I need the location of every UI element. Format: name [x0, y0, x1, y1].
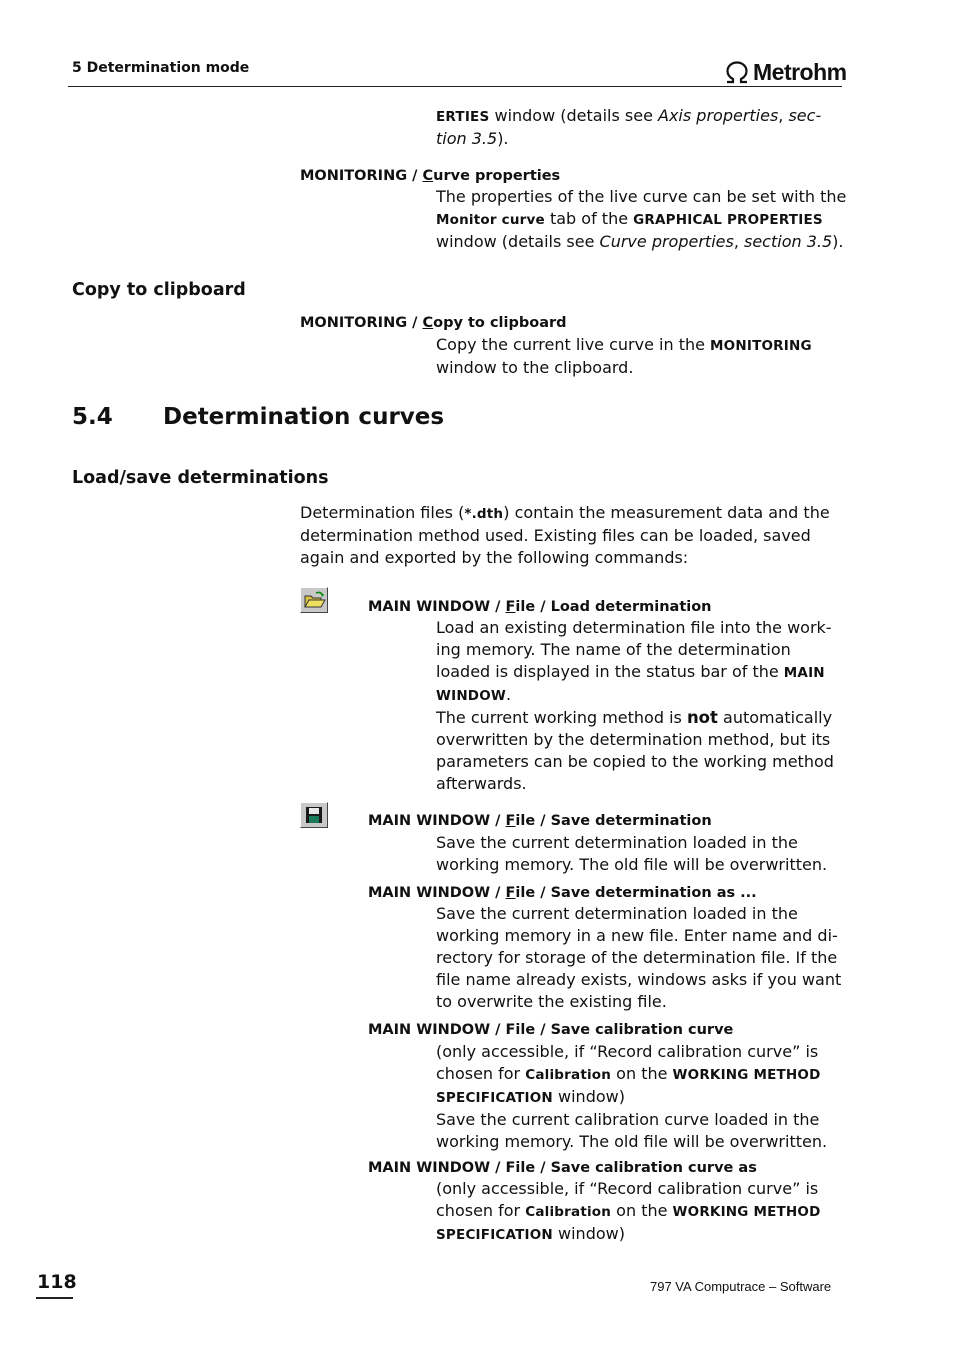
copy-to-clipboard-text: Copy the current live curve in the MONITORING window to the clipboard. [436, 335, 812, 377]
footer-title: 797 VA Computrace – Software [650, 1279, 832, 1294]
omega-logo-icon [724, 60, 750, 84]
save-determination-text: Save the current determination loaded in the working memory. The old file will be overwritten. [436, 833, 828, 874]
section-title: Determination curves [163, 404, 445, 430]
copy-to-clipboard-heading: Copy to clipboard [72, 280, 246, 300]
footer-rule [36, 1297, 73, 1299]
save-calibration-curve-as-text: (only accessible, if “Record calibration curve” is chosen for Calibration on the WORKING METHOD SPECIFICATION window) [436, 1179, 821, 1243]
load-save-heading: Load/save determinations [72, 468, 329, 488]
metrohm-logo [724, 58, 847, 86]
menu-path-save-calibration-curve-as: MAIN WINDOW / File / Save calibration curve as [368, 1160, 757, 1176]
header-rule [68, 86, 842, 87]
section-number: 5.4 [72, 404, 113, 430]
save-disk-icon[interactable] [300, 802, 328, 828]
axis-properties-text: ERTIES window (details see Axis properties, sec- tion 3.5). [436, 106, 822, 148]
save-determination-as-text: Save the current determination loaded in the working memory in a new file. Enter name and di- rectory for storage of the determination file. If the file name already exists, windows asks if you want to overwrite the existing file. [436, 904, 842, 1011]
menu-path-save-calibration-curve: MAIN WINDOW / File / Save calibration curve [368, 1022, 734, 1038]
open-folder-icon[interactable] [300, 587, 328, 613]
menu-path-save-determination: MAIN WINDOW / File / Save determination [368, 813, 712, 829]
load-determination-text: Load an existing determination file into the work- ing memory. The name of the determination loaded is displayed in the status bar of the MAIN WINDOW. The current working method is not automatically overwritten by the determination method, but its parameters can be copied to the working method afterwards. [436, 618, 834, 793]
menu-path-load-determination: MAIN WINDOW / File / Load determination [368, 599, 712, 615]
menu-path-curve-properties: MONITORING / Curve properties [300, 168, 561, 184]
brand-name: Metrohm [753, 58, 847, 85]
load-save-intro: Determination files (*.dth) contain the measurement data and the determination method used. Existing files can be loaded, saved again and exported by the following commands: [300, 503, 830, 567]
save-calibration-curve-text: (only accessible, if “Record calibration curve” is chosen for Calibration on the WORKING METHOD SPECIFICATION window) Save the current calibration curve loaded in the working memory. The old file will be overwritten. [436, 1042, 828, 1151]
menu-path-save-determination-as: MAIN WINDOW / File / Save determination as ... [368, 885, 757, 901]
page-number: 118 [37, 1271, 77, 1293]
menu-path-copy-to-clipboard: MONITORING / Copy to clipboard [300, 315, 567, 331]
chapter-header: 5 Determination mode [72, 60, 250, 76]
curve-properties-text: The properties of the live curve can be set with the Monitor curve tab of the GRAPHICAL PROPERTIES window (details see Curve properties, section 3.5). [436, 187, 847, 251]
